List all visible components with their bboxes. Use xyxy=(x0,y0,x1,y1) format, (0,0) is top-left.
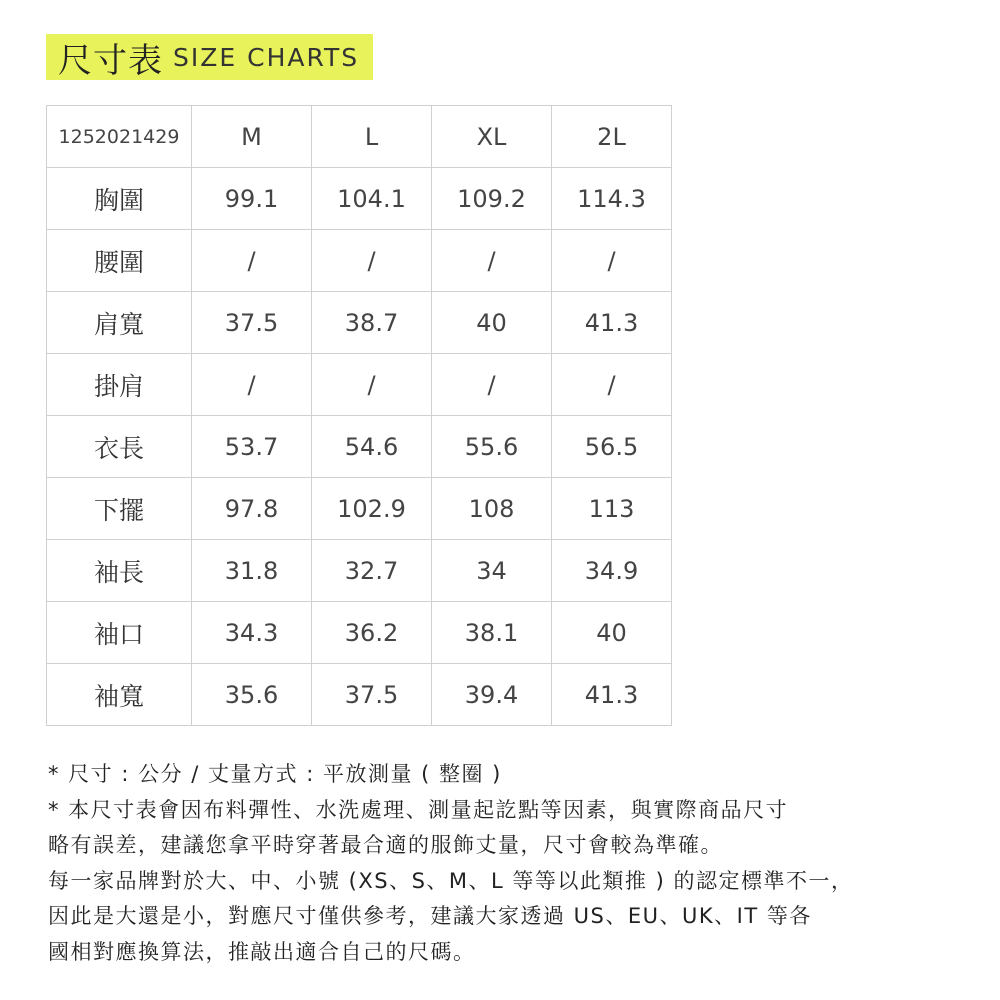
measurement-value-cell: 34 xyxy=(432,540,552,602)
table-row xyxy=(47,416,672,478)
size-table xyxy=(46,105,672,726)
measurement-label-cell: 袖寬 xyxy=(47,664,192,726)
measurement-value-cell: / xyxy=(552,230,672,292)
measurement-label-cell: 袖口 xyxy=(47,602,192,664)
measurement-value-cell: 35.6 xyxy=(192,664,312,726)
note-line: * 尺寸 : 公分 / 丈量方式 : 平放測量 ( 整圈 ) xyxy=(48,762,502,786)
measurement-value-cell: 109.2 xyxy=(432,168,552,230)
table-row xyxy=(47,540,672,602)
measurement-value-cell: 37.5 xyxy=(312,664,432,726)
measurement-value-cell: 41.3 xyxy=(552,664,672,726)
measurement-value-cell: 99.1 xyxy=(192,168,312,230)
measurement-value-cell: 113 xyxy=(552,478,672,540)
measurement-label-cell: 胸圍 xyxy=(47,168,192,230)
measurement-value-cell: 97.8 xyxy=(192,478,312,540)
note-line: 略有誤差，建議您拿平時穿著最合適的服飾丈量，尺寸會較為準確。 xyxy=(48,833,723,857)
table-row xyxy=(47,292,672,354)
measurement-value-cell: 38.1 xyxy=(432,602,552,664)
page-subtitle: SIZE CHARTS xyxy=(173,42,360,72)
measurement-label-cell: 腰圍 xyxy=(47,230,192,292)
size-header-cell: L xyxy=(312,106,432,168)
measurement-value-cell: / xyxy=(192,354,312,416)
measurement-value-cell: / xyxy=(312,230,432,292)
measurement-value-cell: / xyxy=(312,354,432,416)
measurement-label-cell: 掛肩 xyxy=(47,354,192,416)
measurement-label-cell: 下擺 xyxy=(47,478,192,540)
note-line: 因此是大還是小，對應尺寸僅供參考，建議大家透過 US、EU、UK、IT 等各 xyxy=(48,904,812,928)
table-row xyxy=(47,664,672,726)
product-code-cell: 1252021429 xyxy=(47,106,192,168)
measurement-value-cell: 39.4 xyxy=(432,664,552,726)
measurement-value-cell: 55.6 xyxy=(432,416,552,478)
size-header-cell: XL xyxy=(432,106,552,168)
table-row xyxy=(47,354,672,416)
measurement-value-cell: 32.7 xyxy=(312,540,432,602)
note-line: * 本尺寸表會因布料彈性、水洗處理、測量起訖點等因素，與實際商品尺寸 xyxy=(48,797,789,822)
table-row xyxy=(47,230,672,292)
size-header-cell: 2L xyxy=(552,106,672,168)
measurement-value-cell: 41.3 xyxy=(552,292,672,354)
measurement-value-cell: / xyxy=(552,354,672,416)
measurement-value-cell: 53.7 xyxy=(192,416,312,478)
size-header-cell: M xyxy=(192,106,312,168)
measurement-value-cell: 114.3 xyxy=(552,168,672,230)
measurement-value-cell: 108 xyxy=(432,478,552,540)
measurement-value-cell: 56.5 xyxy=(552,416,672,478)
measurement-label-cell: 袖長 xyxy=(47,540,192,602)
measurement-value-cell: 54.6 xyxy=(312,416,432,478)
note-line: 國相對應換算法，推敲出適合自己的尺碼。 xyxy=(48,939,476,964)
measurement-value-cell: 36.2 xyxy=(312,602,432,664)
measurement-value-cell: 38.7 xyxy=(312,292,432,354)
measurement-label-cell: 衣長 xyxy=(47,416,192,478)
measurement-value-cell: 40 xyxy=(432,292,552,354)
measurement-value-cell: / xyxy=(432,230,552,292)
measurement-value-cell: / xyxy=(192,230,312,292)
table-row xyxy=(47,168,672,230)
page-title: 尺寸表 xyxy=(58,40,163,81)
note-line: 每一家品牌對於大、中、小號 (XS、S、M、L 等等以此類推 ) 的認定標準不一， xyxy=(48,868,854,893)
title-banner xyxy=(46,34,373,80)
measurement-value-cell: 37.5 xyxy=(192,292,312,354)
measurement-label-cell: 肩寬 xyxy=(47,292,192,354)
measurement-value-cell: 31.8 xyxy=(192,540,312,602)
measurement-value-cell: 34.3 xyxy=(192,602,312,664)
size-notes xyxy=(48,757,968,970)
table-row xyxy=(47,478,672,540)
measurement-value-cell: 34.9 xyxy=(552,540,672,602)
measurement-value-cell: / xyxy=(432,354,552,416)
table-row xyxy=(47,602,672,664)
measurement-value-cell: 104.1 xyxy=(312,168,432,230)
table-header-row xyxy=(47,106,672,168)
measurement-value-cell: 102.9 xyxy=(312,478,432,540)
measurement-value-cell: 40 xyxy=(552,602,672,664)
